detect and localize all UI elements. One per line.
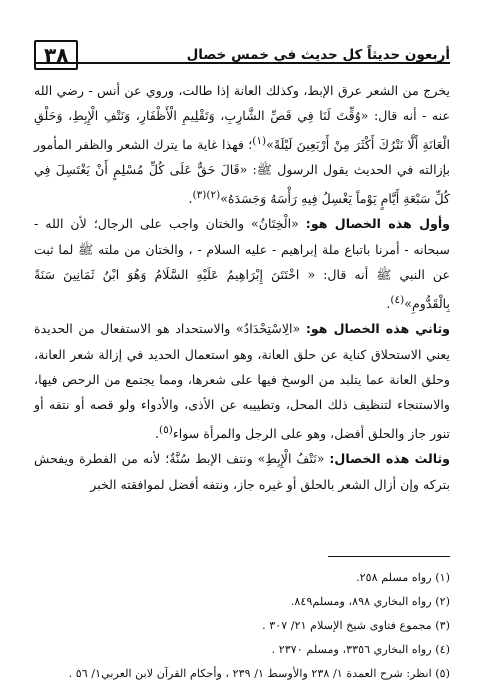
header-spacer [88, 54, 162, 56]
header-rule [34, 62, 450, 64]
footnote-ref-4: (٤) [390, 293, 405, 306]
page-number: ٣٨ [34, 40, 78, 70]
footnote-1: (١) رواه مسلم ٢٥٨. [356, 571, 450, 584]
paragraph-3-text: «الِاسْتِحْدَادُ» والاستحداد هو الاستفعال من الحديدة يعني الاستحلاق كناية عن حلق العانة، وهو استعمال الحديد في إزالة شعر العانة، وحلق العانة عما يتلبد من الوسخ فيها على شعرها، ومما يجتمع من الرحص فيها، والاستنجاء لتنظيف ذلك المحل، وتطييبه عن الأذى، والأدواء ولو قصه أو نتفه أو تنور جاز والحلق أفضل، وهو على الرجل والمرأة سواء [34, 321, 450, 442]
paragraph-4 [34, 446, 450, 497]
footnote-ref-5: (٥) [159, 423, 173, 436]
footnote-5: (٥) انظر: شرح العمدة ١/ ٢٣٨ والأوسط ١/ ٢٣٩ ، وأحكام القرآن لابن العربي١/ ٥٦ . [68, 667, 450, 680]
paragraph-2: وأول هذه الخصال هو: «الْخِتَانُ» والختان واجب على الرجال؛ لأن الله - سبحانه - أمرنا باتباع ملة إبراهيم - عليه السلام - ، والختان من ملته ﷺ لما ثبت عن النبي ﷺ أنه قال: « اخْتَتَنَ إِبْرَاهِيمُ عَلَيْهِ السَّلَامُ وَهُوَ ابْنُ ثَمَانِينَ سَنَةً بِالْقَدُّومِ»$^{(٤)}$. [34, 216, 450, 311]
paragraph-2-lead: وأول هذه الخصال هو: [305, 216, 450, 232]
footnote-ref-2-3: (٢)(٣) [192, 188, 221, 201]
paragraph-1-text-a: يخرج من الشعر عرق الإبط، وكذلك العانة إذا طالت، وروي عن أنس - رضي الله عنه - أنه قال: «وُقِّتَ لَنَا فِي قَصِّ الشَّارِبِ، وَتَقْلِيمِ الْأَظْفَارِ، وَنَتْفِ الْإِبِطِ، وَحَلْقِ الْعَانَةِ أَلَّا نَتْرُكَ أَكْثَرَ مِنْ أَرْبَعِينَ لَيْلَةً» [34, 83, 450, 152]
running-title: أربعون حديثاً كل حديث في خمس خصال [186, 47, 450, 63]
footnotes [34, 566, 450, 686]
footnote-ref-1: (١) [252, 134, 267, 147]
paragraph-1: يخرج من الشعر عرق الإبط، وكذلك العانة إذا طالت، وروي عن أنس - رضي الله عنه - أنه قال: «وُقِّتَ لَنَا فِي قَصِّ الشَّارِبِ، وَتَقْلِيمِ الْأَظْفَارِ، وَنَتْفِ الْإِبِطِ، وَحَلْقِ الْعَانَةِ أَلَّا نَتْرُكَ أَكْثَرَ مِنْ أَرْبَعِينَ لَيْلَةً»$^{(١)}$؛ فهذا غاية ما يترك الشعر والظفر المأمور بإزالته في الحديث يقول الرسول ﷺ: «قَالَ حَقٌّ عَلَى كُلِّ مُسْلِمٍ أَنْ يَغْتَسِلَ فِي كُلِّ سَبْعَةِ أَيَّامٍ يَوْماً يَغْسِلُ فِيهِ رَأْسَهُ وَجَسَدَهُ»$^{(٢)(٣)}$. [34, 83, 450, 206]
paragraph-3: وثاني هذه الخصال هو: «الِاسْتِحْدَادُ» والاستحداد هو الاستفعال من الحديدة يعني الاستحلاق كناية عن حلق العانة، وهو استعمال الحديد في إزالة شعر العانة، وحلق العانة عما يتلبد من الوسخ فيها على شعرها، ومما يجتمع من الرحص فيها، والاستنجاء لتنظيف ذلك المحل، وتطييبه عن الأذى، والأدواء ولو قصه أو نتفه أو تنور جاز والحلق أفضل، وهو على الرجل والمرأة سواء$^{(٥)}$. [34, 321, 451, 442]
page-header [34, 38, 450, 72]
footnote-3: (٣) مجموع فتاوى شيخ الإسلام ٢١/ ٣٠٧ . [262, 619, 450, 632]
footnote-2: (٢) رواه البخاري ٨٩٨، ومسلم٨٤٩. [290, 595, 450, 608]
paragraph-1-text-b: ؛ فهذا غاية ما يترك الشعر والظفر المأمور بإزالته في الحديث يقول الرسول ﷺ: «قَالَ حَقٌّ عَلَى كُلِّ مُسْلِمٍ أَنْ يَغْتَسِلَ فِي كُلِّ سَبْعَةِ أَيَّامٍ يَوْماً يَغْسِلُ فِيهِ رَأْسَهُ وَجَسَدَهُ» [34, 137, 450, 206]
paragraph-3-lead: وثاني هذه الخصال هو: [305, 321, 451, 337]
footnote-4: (٤) رواه البخاري ٣٣٥٦، ومسلم ٢٣٧٠ . [271, 643, 450, 656]
paragraph-4-lead: وثالث هذه الخصال: [329, 451, 451, 467]
paragraph-2-text: «الْخِتَانُ» والختان واجب على الرجال؛ لأن الله - سبحانه - أمرنا باتباع ملة إبراهيم - عليه السلام - ، والختان من ملته ﷺ لما ثبت عن النبي ﷺ أنه قال: « اخْتَتَنَ إِبْرَاهِيمُ عَلَيْهِ السَّلَامُ وَهُوَ ابْنُ ثَمَانِينَ سَنَةً بِالْقَدُّومِ» [34, 216, 450, 311]
body-text [34, 78, 450, 497]
footnote-rule [328, 556, 450, 557]
paragraph-4-text: «نَتْفُ الْإِبِطِ» ونتف الإبط سُنَّةٌ؛ لأنه من الفطرة ويفحش بتركه وإن أزال الشعر بالحلق أو غيره جاز، ونتفه أفضل لموافقته الخبر [34, 451, 450, 492]
